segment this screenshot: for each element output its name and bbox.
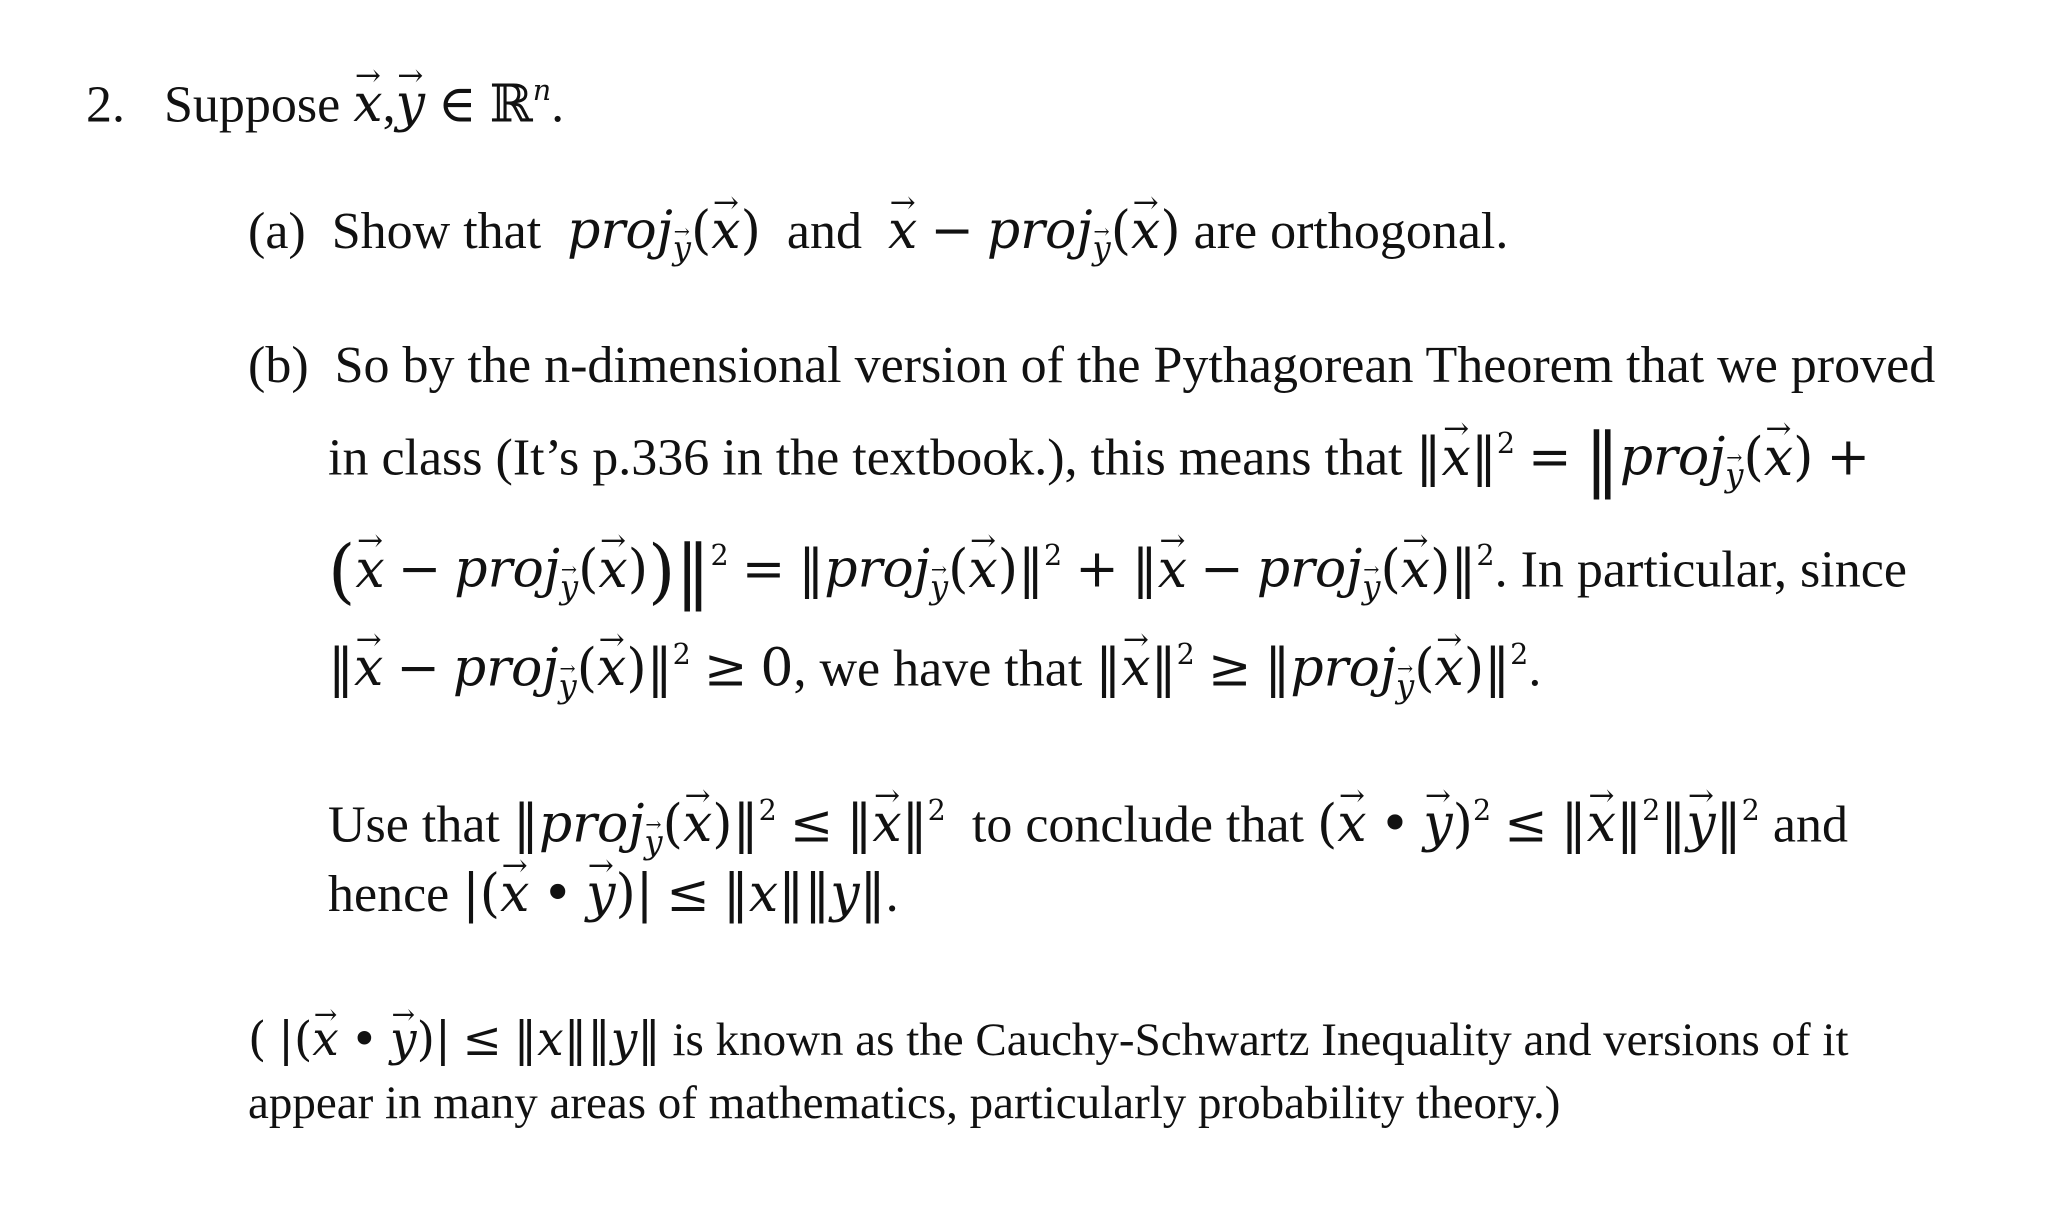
part-b-use-that: Use that ‖proj→ y(→ x)‖$^2$ ≤ ‖→ x‖$^2$ to conclude that (→ x • → y)$^2$ ≤ ‖→ x‖$^2$‖→ y‖$^2$ and (328, 796, 1848, 858)
part-b-label: (b) (248, 337, 309, 394)
problem-heading: 2. Suppose → x,→ y ∈ ℝ$^n$. (86, 76, 564, 131)
problem-intro: Suppose (164, 76, 341, 134)
problem-number: 2. (86, 76, 125, 134)
part-b-hence: hence |(→ x • → y)| ≤ ‖x‖‖y‖. (328, 868, 899, 921)
note-line2: appear in many areas of mathematics, particularly probability theory.) (248, 1077, 1561, 1129)
part-a: (a) Show that proj→ y(→ x) and → x − proj→ y(→ x) are orthogonal. (248, 205, 1508, 265)
part-b-line4: ‖→ x − proj→ y(→ x)‖$^2$ ≥ 0, we have that ‖→ x‖$^2$ ≥ ‖proj→ y(→ x)‖$^2$. (328, 640, 1541, 702)
part-b-line2: in class (It’s p.336 in the textbook.), this means that ‖→ x‖$^2$ = ‖proj→ y(→ x) + (328, 424, 1870, 494)
vector-x: → x (353, 78, 382, 130)
part-a-label: (a) (248, 203, 306, 260)
part-b-line1: (b) So by the n-dimensional version of the Pythagorean Theorem that we proved (248, 337, 1936, 394)
part-b-line3: (→ x − proj→ y(→ x))‖$^2$ = ‖proj→ y(→ x)‖$^2$ + ‖→ x − proj→ y(→ x)‖$^2$. In particular, since (328, 536, 1907, 606)
vector-y: → y (396, 78, 425, 130)
note-line1: ( |(→ x • → y)| ≤ ‖x‖‖y‖ is known as the Cauchy-Schwartz Inequality and versions of it (248, 1016, 1849, 1064)
reals-symbol: ℝ (489, 74, 533, 135)
